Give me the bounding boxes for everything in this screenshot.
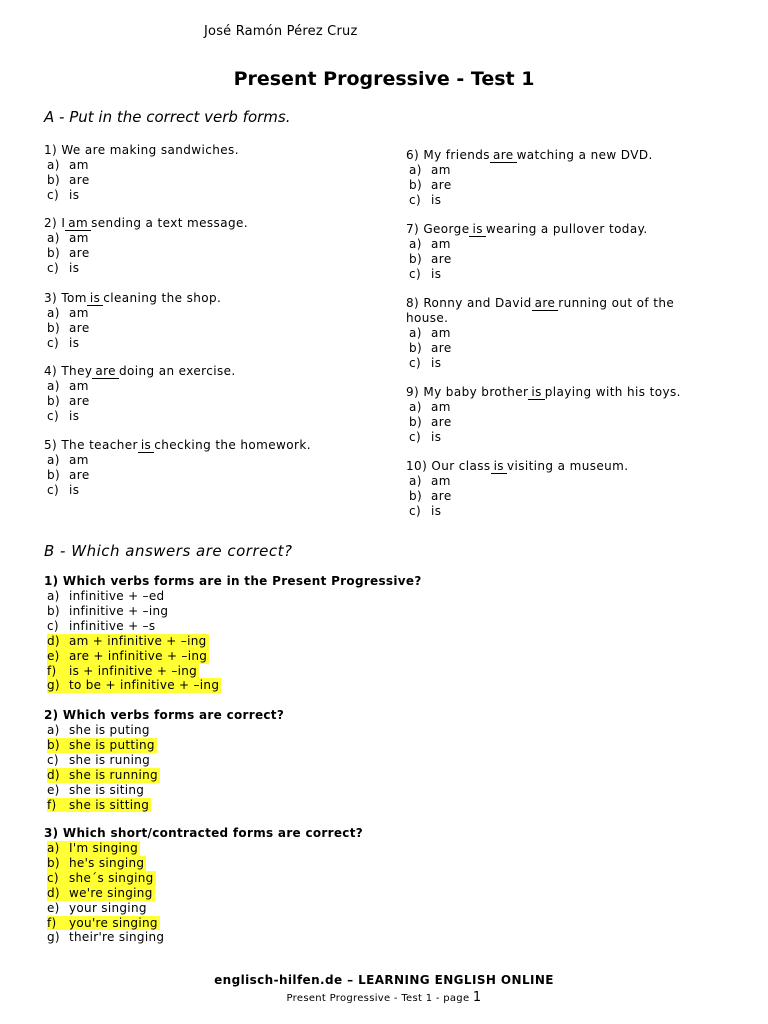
question-a-2 [44, 216, 324, 276]
question-a-6 [406, 148, 686, 208]
option-item [406, 415, 686, 430]
option-text: is [69, 483, 80, 497]
option-item [44, 678, 422, 693]
option-item [406, 341, 686, 356]
option-label: a) [47, 306, 60, 320]
correct-answer [47, 871, 156, 886]
option-label: a) [47, 589, 60, 603]
option-item [406, 237, 686, 252]
option-item [44, 901, 363, 916]
question-suffix: wearing a pullover today. [485, 222, 648, 236]
option-item [44, 634, 422, 649]
option-label: f) [47, 915, 57, 930]
option-label: c) [47, 483, 60, 497]
option-label: e) [47, 782, 60, 797]
option-item [44, 604, 422, 619]
option-label: b) [47, 173, 61, 187]
option-item [406, 356, 686, 371]
option-label: c) [409, 356, 422, 370]
option-text: is [69, 188, 80, 202]
option-text: you're singing [69, 915, 158, 930]
option-text: she is sitting [69, 797, 150, 812]
option-text: she´s singing [69, 870, 154, 885]
option-label: c) [47, 336, 60, 350]
option-text: are [69, 394, 90, 408]
correct-answer [47, 634, 209, 649]
option-item [44, 409, 324, 424]
question-suffix: visiting a museum. [506, 459, 629, 473]
option-item [44, 871, 363, 886]
correct-answer [47, 916, 160, 931]
option-item [44, 468, 324, 483]
question-text [44, 438, 324, 453]
option-item [44, 158, 324, 173]
option-label: a) [409, 474, 422, 488]
option-text: are [431, 252, 452, 266]
option-item [406, 163, 686, 178]
question-suffix: cleaning the shop. [103, 291, 222, 305]
question-text [44, 143, 324, 158]
option-text: am [69, 453, 89, 467]
answer-gap: are [532, 297, 559, 311]
question-a-4 [44, 364, 324, 424]
option-item [44, 856, 363, 871]
option-label: c) [47, 409, 60, 423]
question-a-7 [406, 222, 686, 282]
answer-gap: are [490, 149, 517, 163]
question-a-5 [44, 438, 324, 498]
question-b-1 [44, 574, 422, 693]
option-text: I'm singing [69, 841, 139, 855]
question-a-3 [44, 291, 324, 351]
option-text: their're singing [69, 930, 165, 945]
option-item [406, 504, 686, 519]
option-label: a) [47, 379, 60, 393]
option-label: c) [47, 188, 60, 202]
option-text: infinitive + –ing [69, 603, 169, 618]
question-prefix: 5) The teacher [44, 438, 138, 452]
question-prefix: 2) I [44, 216, 66, 230]
question-prefix: 7) George [406, 222, 470, 236]
option-label: a) [47, 841, 60, 855]
option-content [47, 619, 155, 633]
section-a-heading: A - Put in the correct verb forms. [44, 108, 291, 126]
option-content [47, 589, 164, 603]
option-text: am [69, 158, 89, 172]
correct-answer [47, 738, 157, 753]
option-text: is [431, 356, 442, 370]
option-text: she is siting [69, 782, 145, 797]
option-item [44, 768, 284, 783]
answer-gap: is [491, 460, 507, 474]
option-item [406, 193, 686, 208]
option-label: a) [47, 723, 60, 737]
option-item [44, 173, 324, 188]
question-suffix: playing with his toys. [544, 385, 681, 399]
question-a-8 [406, 296, 686, 371]
correct-answer [47, 841, 140, 856]
correct-answer [47, 798, 151, 813]
question-text [44, 364, 324, 379]
option-text: is + infinitive + –ing [69, 663, 198, 678]
option-content [47, 783, 144, 797]
question-a-9 [406, 385, 686, 445]
option-text: are [69, 246, 90, 260]
question-prefix: 3) Tom [44, 291, 87, 305]
option-label: b) [47, 394, 61, 408]
answer-gap: is [138, 439, 154, 453]
option-text: she is runing [69, 752, 151, 767]
correct-answer [47, 768, 160, 783]
question-prefix: 8) Ronny and David [406, 296, 532, 310]
option-label: d) [47, 633, 60, 648]
option-text: am [431, 163, 451, 177]
option-label: c) [409, 504, 422, 518]
option-label: b) [47, 246, 61, 260]
option-item [44, 589, 422, 604]
question-suffix: sending a text message. [91, 216, 248, 230]
option-item [406, 489, 686, 504]
option-content [47, 753, 150, 767]
option-text: are [431, 489, 452, 503]
question-b-3 [44, 826, 363, 945]
option-item [406, 178, 686, 193]
option-text: are [431, 178, 452, 192]
option-label: e) [47, 648, 60, 663]
option-text: am [69, 231, 89, 245]
option-label: c) [409, 193, 422, 207]
option-item [44, 783, 284, 798]
option-item [44, 394, 324, 409]
option-item [44, 321, 324, 336]
option-text: is [69, 261, 80, 275]
question-a-10 [406, 459, 686, 519]
option-label: c) [47, 752, 59, 767]
question-suffix: watching a new DVD. [516, 148, 653, 162]
option-text: she is running [69, 767, 158, 782]
option-item [44, 261, 324, 276]
option-text: are [69, 321, 90, 335]
option-item [406, 267, 686, 282]
option-label: c) [409, 430, 422, 444]
question-text [406, 459, 686, 474]
option-label: c) [47, 618, 59, 633]
question-prefix: 6) My friends [406, 148, 490, 162]
option-label: a) [47, 453, 60, 467]
option-label: a) [409, 163, 422, 177]
option-text: are [431, 341, 452, 355]
option-item [44, 798, 284, 813]
option-label: b) [47, 468, 61, 482]
answer-gap: is [469, 223, 485, 237]
option-content [47, 723, 150, 737]
option-item [44, 664, 422, 679]
footer-site: englisch-hilfen.de – LEARNING ENGLISH ONLINE [214, 973, 554, 987]
option-label: c) [47, 870, 59, 885]
option-item [406, 430, 686, 445]
option-text: are + infinitive + –ing [69, 648, 208, 663]
option-text: he's singing [69, 855, 145, 870]
option-item [44, 379, 324, 394]
option-label: e) [47, 900, 60, 915]
option-label: f) [47, 663, 57, 678]
option-text: are [69, 468, 90, 482]
option-label: a) [409, 237, 422, 251]
option-item [44, 841, 363, 856]
question-text [44, 291, 324, 306]
footer-page-text: Present Progressive - Test 1 - page [286, 993, 470, 1004]
option-label: a) [47, 231, 60, 245]
option-text: is [69, 336, 80, 350]
option-text: is [69, 409, 80, 423]
question-text: 3) Which short/contracted forms are correct? [44, 826, 363, 840]
option-text: am [431, 400, 451, 414]
option-content [47, 901, 147, 915]
option-label: b) [47, 737, 60, 752]
option-text: is [431, 267, 442, 281]
option-text: am [431, 326, 451, 340]
option-item [44, 306, 324, 321]
option-item [44, 246, 324, 261]
question-text [406, 296, 686, 326]
option-label: b) [409, 489, 423, 503]
option-text: to be + infinitive + –ing [69, 678, 220, 693]
question-prefix: 4) They [44, 364, 93, 378]
option-text: is [431, 193, 442, 207]
option-item [406, 474, 686, 489]
author-name: José Ramón Pérez Cruz [204, 24, 358, 39]
option-text: infinitive + –ed [69, 589, 165, 603]
option-label: a) [409, 400, 422, 414]
option-item [44, 723, 284, 738]
option-label: c) [409, 267, 422, 281]
option-text: is [431, 430, 442, 444]
option-text: are [69, 173, 90, 187]
question-text: 2) Which verbs forms are correct? [44, 708, 285, 722]
answer-gap: is [528, 386, 544, 400]
option-label: b) [47, 855, 60, 870]
question-text [406, 222, 686, 237]
option-text: your singing [69, 900, 147, 915]
option-content [47, 930, 164, 944]
option-text: she is puting [69, 723, 150, 737]
question-suffix: running out of the house. [406, 296, 675, 325]
option-item [44, 753, 284, 768]
question-prefix: 1) We are making sandwiches. [44, 143, 239, 157]
question-suffix: doing an exercise. [118, 364, 236, 378]
option-item [44, 930, 363, 945]
option-text: am [69, 306, 89, 320]
question-text: 1) Which verbs forms are in the Present Progressive? [44, 574, 422, 588]
page-number: 1 [472, 990, 482, 1005]
option-item [44, 649, 422, 664]
question-text [406, 385, 686, 400]
option-item [44, 188, 324, 203]
option-label: a) [409, 326, 422, 340]
question-suffix: checking the homework. [154, 438, 311, 452]
answer-gap: am [65, 217, 91, 231]
option-item [44, 336, 324, 351]
option-label: b) [409, 178, 423, 192]
question-text [44, 216, 324, 231]
option-text: are [431, 415, 452, 429]
option-label: b) [409, 252, 423, 266]
correct-answer [47, 649, 209, 664]
option-label: b) [47, 603, 60, 618]
option-label: b) [47, 321, 61, 335]
option-item [44, 483, 324, 498]
option-item [44, 916, 363, 931]
correct-answer [47, 886, 155, 901]
option-item [44, 231, 324, 246]
option-text: is [431, 504, 442, 518]
option-label: c) [47, 261, 60, 275]
option-text: infinitive + –s [69, 618, 156, 633]
question-prefix: 9) My baby brother [406, 385, 529, 399]
option-item [406, 326, 686, 341]
question-prefix: 10) Our class [406, 459, 491, 473]
option-item [44, 453, 324, 468]
correct-answer [47, 856, 146, 871]
correct-answer [47, 678, 221, 693]
option-label: b) [409, 415, 423, 429]
option-item [44, 738, 284, 753]
option-text: am [69, 379, 89, 393]
option-label: g) [47, 678, 60, 693]
option-content [47, 604, 168, 618]
option-item [406, 400, 686, 415]
option-item [44, 886, 363, 901]
option-text: am [431, 237, 451, 251]
correct-answer [47, 664, 199, 679]
option-text: we're singing [69, 885, 153, 900]
option-text: am [431, 474, 451, 488]
option-item [406, 252, 686, 267]
footer-page [0, 990, 768, 1005]
section-b-heading: B - Which answers are correct? [44, 542, 293, 560]
option-label: g) [47, 930, 60, 945]
option-label: a) [47, 158, 60, 172]
answer-gap: is [87, 292, 103, 306]
option-text: she is putting [69, 737, 155, 752]
question-a-1 [44, 143, 324, 203]
option-text: am + infinitive + –ing [69, 633, 207, 648]
option-item [44, 619, 422, 634]
option-label: d) [47, 767, 60, 782]
option-label: f) [47, 797, 57, 812]
option-label: b) [409, 341, 423, 355]
question-text [406, 148, 686, 163]
answer-gap: are [92, 365, 119, 379]
option-label: d) [47, 885, 60, 900]
question-b-2 [44, 708, 284, 812]
page-title: Present Progressive - Test 1 [233, 68, 535, 90]
